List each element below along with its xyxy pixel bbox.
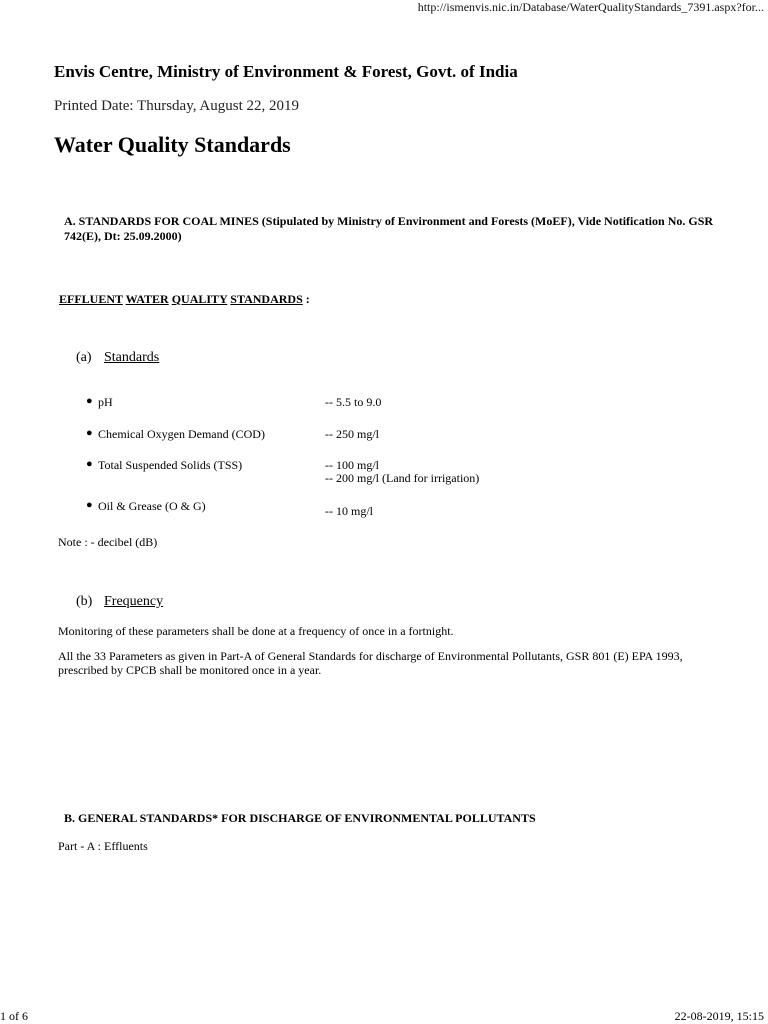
note-text: Note : - decibel (dB) <box>58 535 158 549</box>
bullet-icon: ● <box>86 499 93 511</box>
subsection-marker: (a) <box>76 350 92 365</box>
param-name: Total Suspended Solids (TSS) <box>98 458 243 472</box>
frequency-paragraph: Monitoring of these parameters shall be done at a frequency of once in a fortnight. <box>58 624 454 638</box>
part-a-label: Part - A : Effluents <box>58 839 148 853</box>
page-title: Water Quality Standards <box>54 132 291 157</box>
param-name: pH <box>98 395 113 409</box>
effluent-word: WATER <box>125 292 169 306</box>
subsection-marker: (b) <box>76 594 93 609</box>
param-value: -- 5.5 to 9.0 <box>325 395 382 409</box>
bullet-icon: ● <box>86 458 93 470</box>
param-value: -- 10 mg/l <box>325 504 373 518</box>
param-name: Oil & Grease (O & G) <box>98 499 206 513</box>
effluent-word: EFFLUENT <box>59 292 123 306</box>
effluent-word: STANDARDS <box>230 292 303 306</box>
subsection-standards <box>76 350 159 366</box>
section-b-heading: B. GENERAL STANDARDS* FOR DISCHARGE OF ENVIRONMENTAL POLLUTANTS <box>64 811 536 825</box>
org-title: Envis Centre, Ministry of Environment & Forest, Govt. of India <box>54 62 518 81</box>
param-value: -- 200 mg/l (Land for irrigation) <box>325 471 480 485</box>
bullet-icon: ● <box>86 395 93 407</box>
bullet-icon: ● <box>86 427 93 439</box>
param-value: -- 250 mg/l <box>325 427 379 441</box>
effluent-suffix: : <box>302 292 310 306</box>
effluent-word: QUALITY <box>171 292 228 306</box>
page-count: 1 of 6 <box>0 1009 28 1023</box>
subsection-label: Frequency <box>104 594 164 609</box>
param-value: -- 100 mg/l <box>325 458 379 472</box>
param-name: Chemical Oxygen Demand (COD) <box>98 427 265 441</box>
effluent-heading <box>59 292 310 307</box>
printed-date: Printed Date: Thursday, August 22, 2019 <box>54 98 299 114</box>
section-a-heading: A. STANDARDS FOR COAL MINES (Stipulated by Ministry of Environment and Forests (MoEF), Vide Notification No. GSR 742(E), Dt: 25.09.2000) <box>64 214 714 243</box>
subsection-frequency <box>76 594 163 610</box>
page-url: http://ismenvis.nic.in/Database/WaterQualityStandards_7391.aspx?for... <box>417 0 764 14</box>
parameters-paragraph: All the 33 Parameters as given in Part-A of General Standards for discharge of Environmental Pollutants, GSR 801 (E) EPA 1993, prescribed by CPCB shall be monitored once in a year. <box>58 649 683 677</box>
print-timestamp: 22-08-2019, 15:15 <box>674 1009 764 1023</box>
subsection-label: Standards <box>104 350 160 365</box>
